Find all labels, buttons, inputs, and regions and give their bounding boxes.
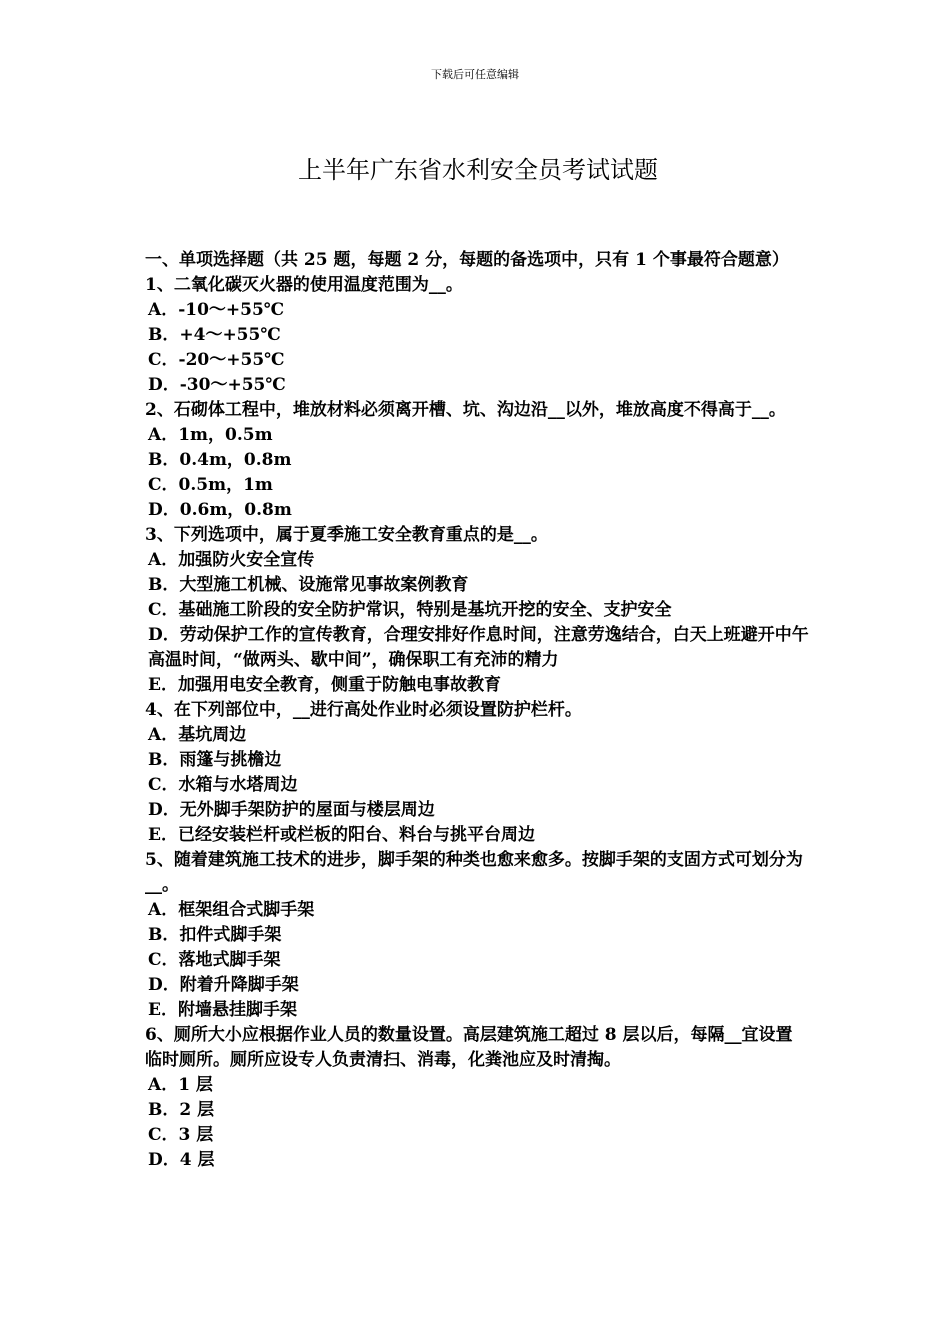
option-b: B．扣件式脚手架	[148, 925, 282, 945]
option-a: A．框架组合式脚手架	[148, 900, 315, 920]
option-a: A．1 层	[148, 1075, 213, 1095]
option-c: C．基础施工阶段的安全防护常识，特别是基坑开挖的安全、支护安全	[148, 600, 672, 620]
header-note: 下载后可任意编辑	[431, 68, 519, 81]
option-d: D．劳动保护工作的宣传教育，合理安排好作息时间，注意劳逸结合，白天上班避开中午高温时间，“做两头、歇中间”，确保职工有充沛的精力	[148, 625, 809, 670]
section-intro: 一、单项选择题（共 25 题，每题 2 分，每题的备选项中，只有 1 个事最符合题意）	[145, 250, 789, 270]
question-3	[145, 523, 809, 698]
option-d: D．附着升降脚手架	[148, 975, 299, 995]
option-d: D．4 层	[148, 1150, 215, 1170]
question-2	[145, 398, 809, 523]
question-5	[145, 848, 809, 1023]
option-b: B．0.4m，0.8m	[148, 450, 292, 470]
document-title: 上半年广东省水利安全员考试试题	[298, 156, 658, 184]
option-a: A．基坑周边	[148, 725, 247, 745]
question-stem: 2、石砌体工程中，堆放材料必须离开槽、坑、沟边沿__以外，堆放高度不得高于__。	[145, 400, 786, 420]
option-c: C．-20～+55℃	[148, 350, 285, 370]
option-d: D．0.6m，0.8m	[148, 500, 292, 520]
option-b: B．雨篷与挑檐边	[148, 750, 282, 770]
option-d: D．-30～+55℃	[148, 375, 286, 395]
question-1	[145, 273, 809, 398]
option-e: E．加强用电安全教育，侧重于防触电事故教育	[148, 675, 501, 695]
question-stem: 1、二氧化碳灭火器的使用温度范围为__。	[145, 275, 463, 295]
exam-content	[145, 248, 809, 1173]
option-b: B．大型施工机械、设施常见事故案例教育	[148, 575, 469, 595]
option-a: A．-10～+55℃	[148, 300, 285, 320]
question-4	[145, 698, 809, 848]
option-c: C．水箱与水塔周边	[148, 775, 298, 795]
option-e: E．已经安装栏杆或栏板的阳台、料台与挑平台周边	[148, 825, 535, 845]
option-c: C．0.5m，1m	[148, 475, 273, 495]
option-e: E．附墙悬挂脚手架	[148, 1000, 297, 1020]
option-d: D．无外脚手架防护的屋面与楼层周边	[148, 800, 435, 820]
question-stem: 4、在下列部位中，__进行高处作业时必须设置防护栏杆。	[145, 700, 582, 720]
option-c: C．3 层	[148, 1125, 214, 1145]
option-a: A．1m，0.5m	[148, 425, 273, 445]
option-b: B．+4～+55℃	[148, 325, 281, 345]
question-stem: 3、下列选项中，属于夏季施工安全教育重点的是__。	[145, 525, 548, 545]
question-6	[145, 1023, 809, 1173]
question-stem: 5、随着建筑施工技术的进步，脚手架的种类也愈来愈多。按脚手架的支固方式可划分为__。	[145, 850, 803, 895]
option-b: B．2 层	[148, 1100, 215, 1120]
option-a: A．加强防火安全宣传	[148, 550, 315, 570]
option-c: C．落地式脚手架	[148, 950, 281, 970]
question-stem: 6、厕所大小应根据作业人员的数量设置。高层建筑施工超过 8 层以后，每隔__宜设置临时厕所。厕所应设专人负责清扫、消毒，化粪池应及时清掏。	[145, 1025, 793, 1070]
